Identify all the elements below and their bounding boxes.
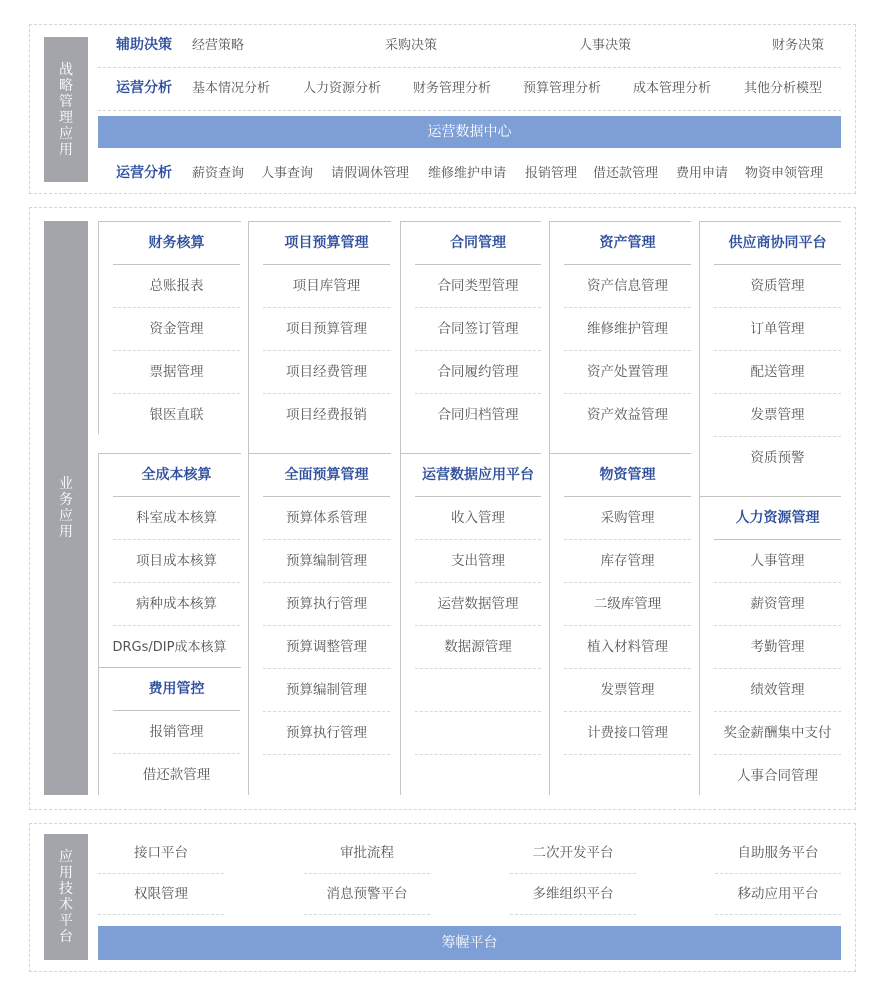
decision-item[interactable]: 人事决策 bbox=[579, 38, 632, 53]
module-item[interactable]: 配送管理 bbox=[714, 351, 841, 394]
module-item[interactable]: 预算编制管理 bbox=[263, 540, 390, 583]
column-divider bbox=[549, 221, 550, 795]
module-item[interactable]: 库存管理 bbox=[564, 540, 691, 583]
module-item[interactable]: 预算调整管理 bbox=[263, 626, 390, 669]
analysis-app-item[interactable]: 维修维护申请 bbox=[428, 166, 507, 181]
module-item[interactable]: 借还款管理 bbox=[142, 767, 211, 783]
platform-item[interactable]: 消息预警平台 bbox=[304, 874, 430, 915]
column-divider bbox=[248, 221, 249, 795]
module-item[interactable]: 考勤管理 bbox=[714, 626, 841, 669]
module-item[interactable]: 采购管理 bbox=[564, 497, 691, 540]
analysis-app-item[interactable]: 请假调休管理 bbox=[331, 166, 410, 181]
module-item[interactable]: 绩效管理 bbox=[714, 669, 841, 712]
module-item[interactable]: 维修维护管理 bbox=[564, 308, 691, 351]
column-divider bbox=[699, 221, 700, 795]
module-item[interactable]: 数据源管理 bbox=[415, 626, 541, 669]
module-title[interactable]: 财务核算 bbox=[113, 222, 240, 265]
platform-item[interactable]: 审批流程 bbox=[304, 833, 430, 874]
analysis-app-item[interactable]: 薪资查询 bbox=[192, 166, 245, 181]
module-item[interactable]: 资产处置管理 bbox=[564, 351, 691, 394]
empty-cell bbox=[415, 712, 541, 755]
module-item[interactable]: 合同履约管理 bbox=[415, 351, 541, 394]
module-item[interactable]: 总账报表 bbox=[113, 265, 240, 308]
decision-item[interactable]: 经营策略 bbox=[192, 38, 245, 53]
analysis-item[interactable]: 财务管理分析 bbox=[413, 81, 492, 96]
platform-item[interactable]: 移动应用平台 bbox=[715, 874, 841, 915]
tech-label: 应用技术平台 bbox=[44, 834, 88, 960]
module-item[interactable]: 资产信息管理 bbox=[564, 265, 691, 308]
module-item[interactable]: 二级库管理 bbox=[564, 583, 691, 626]
module-item[interactable]: 资产效益管理 bbox=[587, 407, 668, 423]
module-item[interactable]: 植入材料管理 bbox=[564, 626, 691, 669]
module-item[interactable]: 票据管理 bbox=[113, 351, 240, 394]
decision-item[interactable]: 财务决策 bbox=[772, 38, 825, 53]
module-item[interactable]: 合同类型管理 bbox=[415, 265, 541, 308]
module-item[interactable]: 人事合同管理 bbox=[737, 768, 818, 784]
module-title[interactable]: 人力资源管理 bbox=[714, 497, 841, 540]
module-item[interactable]: 资金管理 bbox=[113, 308, 240, 351]
analysis-item[interactable]: 成本管理分析 bbox=[633, 81, 712, 96]
module-item[interactable]: 项目预算管理 bbox=[263, 308, 390, 351]
analysis-item[interactable]: 基本情况分析 bbox=[192, 81, 271, 96]
module-item[interactable]: 项目经费报销 bbox=[286, 407, 367, 423]
analysis-row bbox=[98, 67, 841, 111]
empty-cell bbox=[415, 669, 541, 712]
analysis-app-item[interactable]: 物资申领管理 bbox=[745, 166, 824, 181]
module-item[interactable]: 运营数据管理 bbox=[415, 583, 541, 626]
platform-item[interactable]: 接口平台 bbox=[98, 833, 224, 874]
module-item[interactable]: 预算执行管理 bbox=[263, 583, 390, 626]
analysis-app-item[interactable]: 费用申请 bbox=[676, 166, 729, 181]
module-item[interactable]: 支出管理 bbox=[415, 540, 541, 583]
module-item[interactable]: 收入管理 bbox=[415, 497, 541, 540]
module-item[interactable]: 合同签订管理 bbox=[415, 308, 541, 351]
module-title[interactable]: 费用管控 bbox=[113, 668, 240, 711]
strategy-label: 战略管理应用 bbox=[44, 37, 88, 182]
analysis-apps-label: 运营分析 bbox=[116, 165, 172, 181]
column-divider bbox=[98, 221, 99, 434]
column-divider bbox=[400, 221, 401, 795]
module-item[interactable]: 预算体系管理 bbox=[263, 497, 390, 540]
platform-item[interactable]: 自助服务平台 bbox=[715, 833, 841, 874]
module-title[interactable]: 项目预算管理 bbox=[263, 222, 390, 265]
module-title[interactable]: 物资管理 bbox=[564, 454, 691, 497]
module-item[interactable]: 发票管理 bbox=[714, 394, 841, 437]
analysis-app-item[interactable]: 人事查询 bbox=[261, 166, 314, 181]
module-item[interactable]: DRGs/DIP成本核算 bbox=[112, 640, 227, 655]
operations-data-center-bar[interactable]: 运营数据中心 bbox=[98, 116, 841, 148]
module-item[interactable]: 预算执行管理 bbox=[263, 712, 390, 755]
business-label: 业务应用 bbox=[44, 221, 88, 795]
module-item[interactable]: 计费接口管理 bbox=[564, 712, 691, 755]
analysis-item[interactable]: 人力资源分析 bbox=[303, 81, 382, 96]
module-item[interactable]: 资质预警 bbox=[750, 450, 805, 466]
module-title[interactable]: 全成本核算 bbox=[113, 454, 240, 497]
analysis-row-label: 运营分析 bbox=[116, 80, 172, 96]
analysis-app-item[interactable]: 报销管理 bbox=[525, 166, 578, 181]
platform-item[interactable]: 二次开发平台 bbox=[510, 833, 636, 874]
analysis-item[interactable]: 预算管理分析 bbox=[523, 81, 602, 96]
module-item[interactable]: 项目成本核算 bbox=[113, 540, 240, 583]
module-item[interactable]: 人事管理 bbox=[714, 540, 841, 583]
analysis-app-item[interactable]: 借还款管理 bbox=[593, 166, 659, 181]
platform-item[interactable]: 多维组织平台 bbox=[510, 874, 636, 915]
column-divider bbox=[98, 453, 99, 795]
module-title[interactable]: 运营数据应用平台 bbox=[415, 454, 541, 497]
decision-row bbox=[98, 24, 841, 68]
decision-item[interactable]: 采购决策 bbox=[385, 38, 438, 53]
module-item[interactable]: 病种成本核算 bbox=[113, 583, 240, 626]
module-item[interactable]: 合同归档管理 bbox=[437, 407, 519, 423]
analysis-item[interactable]: 其他分析模型 bbox=[744, 81, 823, 96]
module-item[interactable]: 报销管理 bbox=[113, 711, 240, 754]
module-item[interactable]: 薪资管理 bbox=[714, 583, 841, 626]
analysis-apps-row bbox=[98, 152, 841, 196]
module-title[interactable]: 供应商协同平台 bbox=[714, 222, 841, 265]
module-item[interactable]: 银医直联 bbox=[149, 407, 204, 423]
module-title[interactable]: 资产管理 bbox=[564, 222, 691, 265]
module-item[interactable]: 项目经费管理 bbox=[263, 351, 390, 394]
module-title[interactable]: 全面预算管理 bbox=[263, 454, 390, 497]
module-item[interactable]: 科室成本核算 bbox=[113, 497, 240, 540]
decision-row-label: 辅助决策 bbox=[116, 37, 172, 53]
module-item[interactable]: 发票管理 bbox=[564, 669, 691, 712]
module-item[interactable]: 奖金薪酬集中支付 bbox=[714, 712, 841, 755]
chouwo-platform-bar[interactable]: 筹幄平台 bbox=[98, 926, 841, 960]
module-item[interactable]: 订单管理 bbox=[714, 308, 841, 351]
module-item[interactable]: 资质管理 bbox=[714, 265, 841, 308]
module-item[interactable]: 预算编制管理 bbox=[263, 669, 390, 712]
module-item[interactable]: 项目库管理 bbox=[263, 265, 390, 308]
platform-item[interactable]: 权限管理 bbox=[98, 874, 224, 915]
module-title[interactable]: 合同管理 bbox=[415, 222, 541, 265]
